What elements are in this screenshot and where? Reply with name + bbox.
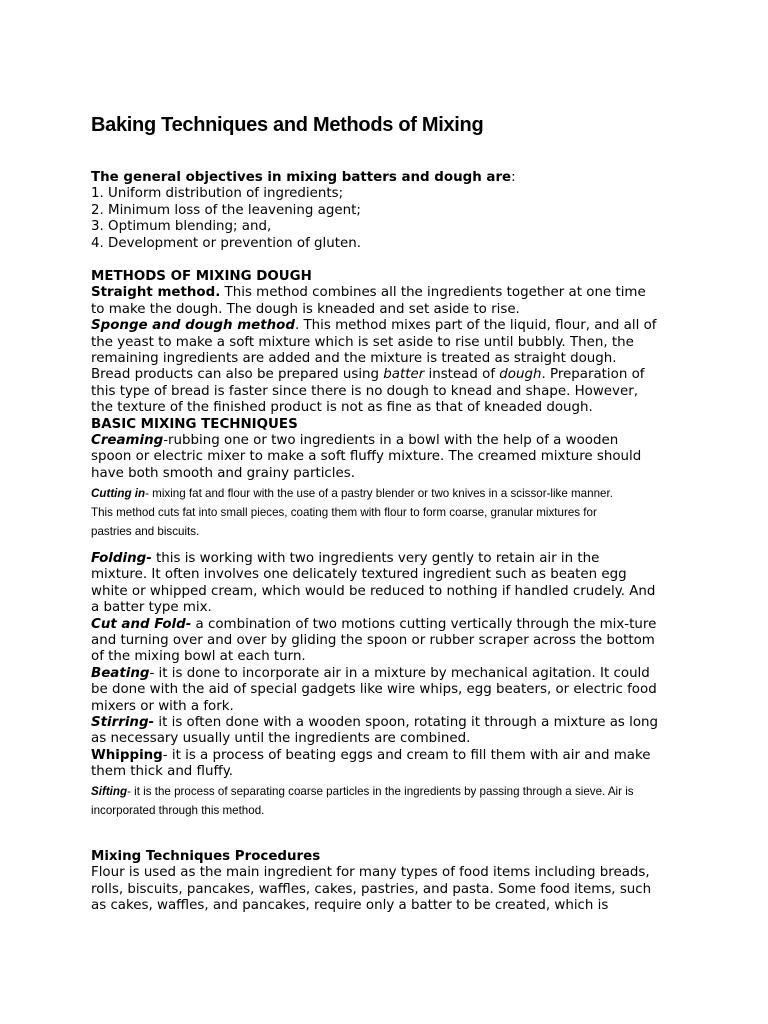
procedures-line: as cakes, waffles, and pancakes, require only a batter to be created, which is [91, 898, 609, 914]
folding-line: white or whipped cream, which would be reduced to nothing if handled crudely. And [91, 583, 656, 599]
stirring-line: Stirring- it is often done with a wooden spoon, rotating it through a mixture as long [91, 715, 659, 731]
sifting-line: incorporated through this method. [91, 804, 265, 817]
objective-item: 4. Development or prevention of gluten. [91, 235, 361, 251]
objective-item: 1. Uniform distribution of ingredients; [91, 186, 344, 202]
folding-line: mixture. It often involves one delicately textured ingredient such as beaten egg [91, 567, 627, 583]
document-title: Baking Techniques and Methods of Mixing [91, 114, 484, 136]
sponge-method-line: the texture of the finished product is not as fine as that of kneaded dough. [91, 400, 593, 416]
cutting-in-line: Cutting in- mixing fat and flour with the use of a pastry blender or two knives in a scissor-like manner. [91, 487, 613, 500]
methods-heading: METHODS OF MIXING DOUGH [91, 269, 312, 284]
objective-item: 2. Minimum loss of the leavening agent; [91, 202, 361, 218]
beating-term: Beating [91, 665, 150, 681]
objectives-heading-colon: : [511, 170, 516, 185]
creaming-line: have both smooth and grainy particles. [91, 465, 355, 481]
cut-and-fold-line: Cut and Fold- a combination of two motions cutting vertically through the mix-ture [91, 616, 657, 632]
sponge-method-term: Sponge and dough method [91, 318, 295, 334]
sponge-method-line: Bread products can also be prepared using batter instead of dough. Preparation of [91, 367, 645, 383]
sponge-method-line: Sponge and dough method. This method mixes part of the liquid, flour, and all of [91, 318, 657, 334]
procedures-line: rolls, biscuits, pancakes, waffles, cakes, pastries, and pasta. Some food items, such [91, 881, 652, 897]
cut-and-fold-line: and turning over and over by gliding the spoon or rubber scraper across the bottom [91, 633, 655, 649]
sifting-section [91, 782, 691, 820]
folding-line: Folding- this is working with two ingredients very gently to retain air in the [91, 551, 600, 566]
beating-line: be done with the aid of special gadgets like wire whips, egg beaters, or electric food [91, 682, 657, 698]
cut-and-fold-line: of the mixing bowl at each turn. [91, 649, 306, 665]
sponge-method-line: the yeast to make a soft mixture which is set aside to rise until bubbly. Then, the [91, 334, 634, 350]
straight-method-term: Straight method. [91, 285, 221, 301]
stirring-term: Stirring- [91, 715, 155, 731]
whipping-line: Whipping- it is a process of beating eggs and cream to fill them with air and make [91, 747, 651, 763]
objectives-heading-line [91, 170, 691, 186]
creaming-term: Creaming [91, 433, 164, 449]
cutting-in-line: pastries and biscuits. [91, 525, 200, 538]
objectives-section [91, 170, 691, 252]
creaming-line: spoon or electric mixer to make a soft fluffy mixture. The creamed mixture should [91, 449, 642, 465]
cutting-in-line: This method cuts fat into small pieces, coating them with flour to form coarse, granular mixtures for [91, 506, 597, 519]
procedures-section [91, 849, 691, 915]
dough-word: dough [499, 367, 542, 383]
sponge-method-line: remaining ingredients are added and the mixture is treated as straight dough. [91, 351, 617, 367]
sifting-line: Sifting- it is the process of separating coarse particles in the ingredients by passing through a sieve. Air is [91, 785, 634, 798]
procedures-heading: Mixing Techniques Procedures [91, 849, 321, 864]
methods-section [91, 269, 691, 482]
beating-line: Beating- it is done to incorporate air in a mixture by mechanical agitation. It could [91, 665, 650, 681]
creaming-line: Creaming-rubbing one or two ingredients in a bowl with the help of a wooden [91, 433, 619, 449]
procedures-line: Flour is used as the main ingredient for many types of food items including breads, [91, 865, 650, 881]
cutting-in-section [91, 484, 691, 541]
beating-line: mixers or with a fork. [91, 698, 234, 714]
straight-method-line: Straight method. This method combines all the ingredients together at one time [91, 285, 646, 301]
whipping-line: them thick and fluffy. [91, 764, 233, 780]
objective-item: 3. Optimum blending; and, [91, 219, 272, 235]
folding-term: Folding- [91, 551, 152, 566]
whipping-term: Whipping [91, 747, 163, 763]
straight-method-line: to make the dough. The dough is kneaded and set aside to rise. [91, 301, 520, 317]
objectives-heading: The general objectives in mixing batters and dough are [91, 170, 512, 185]
stirring-line: as necessary usually until the ingredients are combined. [91, 731, 471, 747]
cut-and-fold-term: Cut and Fold- [91, 616, 192, 632]
folding-line: a batter type mix. [91, 600, 212, 616]
techniques-section [91, 551, 691, 781]
sponge-method-line: this type of bread is faster since there is no dough to knead and shape. However, [91, 383, 638, 399]
cutting-in-term: Cutting in [91, 487, 146, 500]
batter-word: batter [383, 367, 425, 383]
techniques-heading: BASIC MIXING TECHNIQUES [91, 416, 298, 432]
sifting-term: Sifting [91, 785, 128, 798]
